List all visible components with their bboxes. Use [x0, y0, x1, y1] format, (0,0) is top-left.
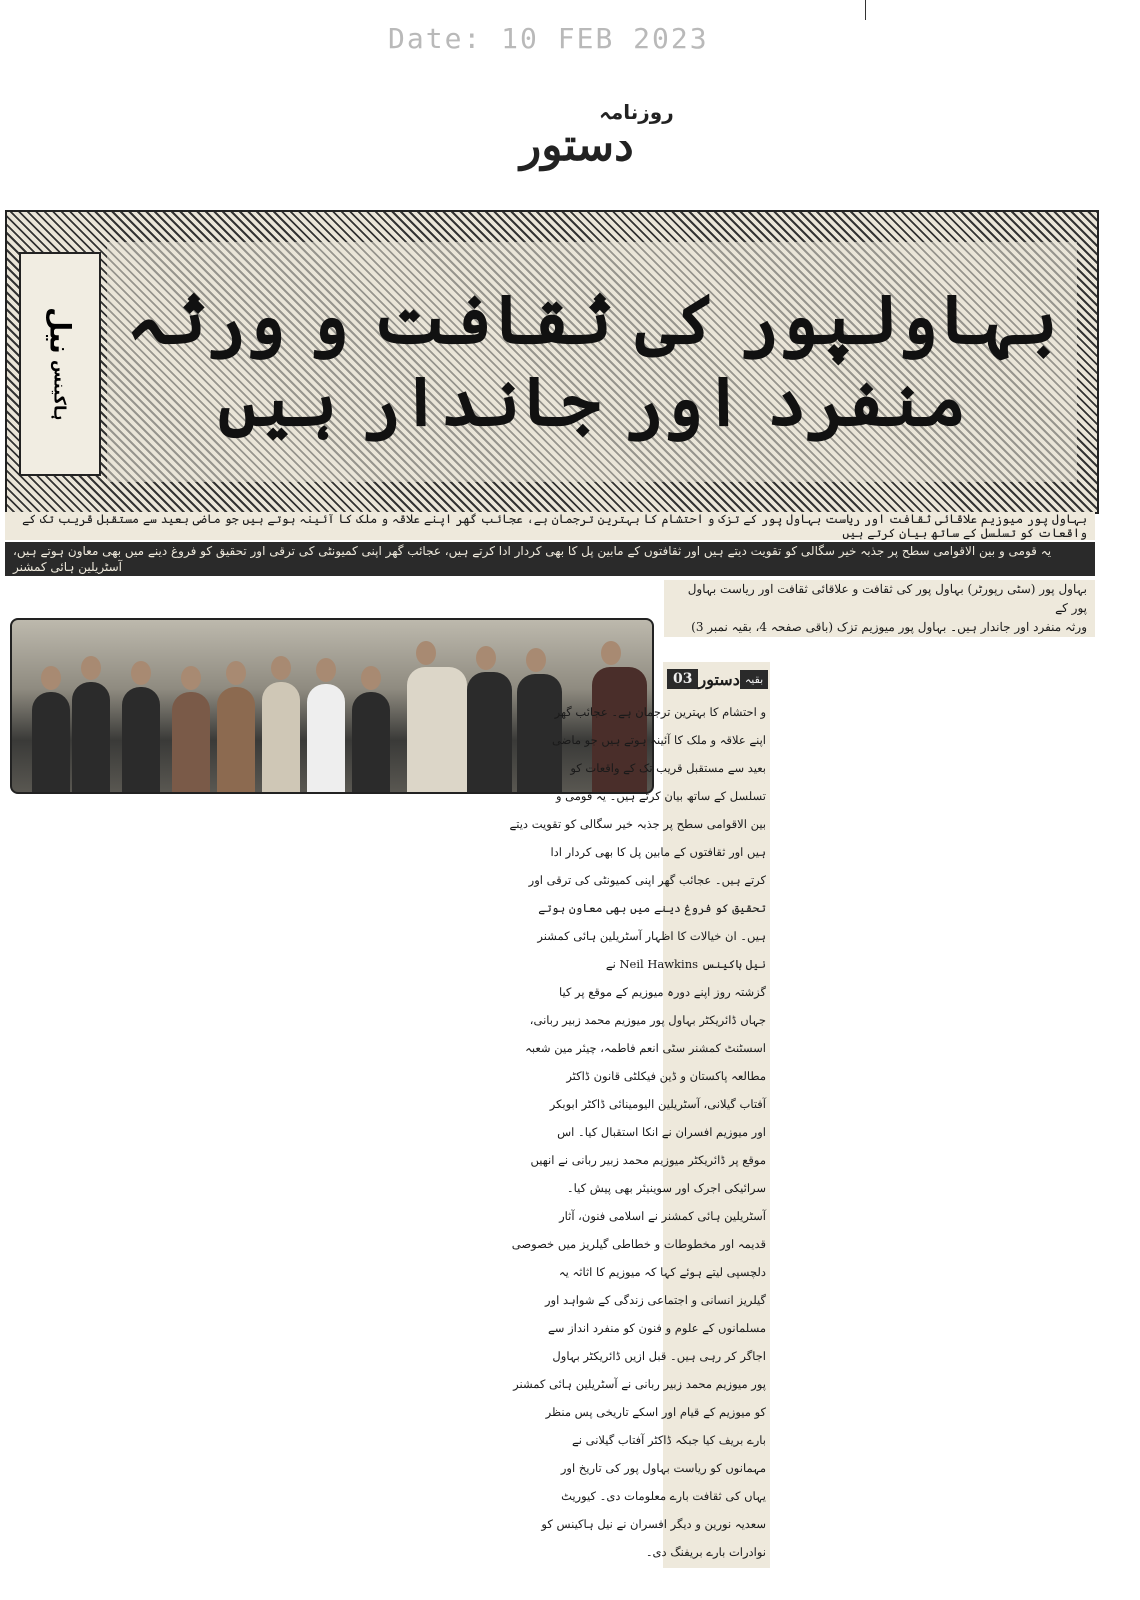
- masthead-prefix: روزنامہ: [599, 100, 674, 124]
- summary-line-2: یہ قومی و بین الاقوامی سطح پر جذبہ خیر سگالی کو تقویت دیتے ہیں اور ثقافتوں کے مابین پل کا بھی کردار ادا کرتے ہیں، عجائب گھر اپنی کمیونٹی کی ترقی اور تحقیق کو فروغ دینے میں بھی معاون ہوتے ہیں، آسٹریلین ہائی کمشنر: [5, 542, 1095, 576]
- continuation-body: [509, 696, 770, 1568]
- article-line: موقع پر ڈائریکٹر میوزیم محمد زبیر ربانی نے انھیں: [530, 1153, 766, 1167]
- article-line: اپنے علاقہ و ملک کا آئینہ ہوتے ہیں جو ماضی: [552, 733, 766, 747]
- article-line: اور میوزیم افسران نے انکا استقبال کیا۔ اس: [557, 1125, 766, 1139]
- headline: بہاولپور کی ثقافت و ورثہ منفرد اور جاندار ہیں: [107, 242, 1077, 482]
- article-line: سرائیکی اجرک اور سوینیئر بھی پیش کیا۔: [566, 1181, 766, 1195]
- article-line: اجاگر کر رہی ہیں۔ قبل ازیں ڈائریکٹر بہاول: [552, 1349, 766, 1363]
- article-line: ہیں۔ ان خیالات کا اظہار آسٹریلین ہائی کمشنر: [537, 929, 766, 943]
- article-line: بارے بریف کیا جبکہ ڈاکٹر آفتاب گیلانی نے: [572, 1433, 766, 1447]
- continuation-tag: بقیہ: [740, 670, 768, 689]
- summary-line-1: بہاول پور میوزیم علاقائی ثقافت اور ریاست بہاول پور کے تزک و احتشام کا بہترین ترجمان ہے، عجائب گھر اپنے علاقہ و ملک کا آئینہ ہوتے ہیں جو ماضی بعید سے مستقبل قریب تک کے واقعات کو تسلسل کے ساتھ بیان کرتے ہیں: [5, 512, 1095, 540]
- article-line: آسٹریلین ہائی کمشنر نے اسلامی فنون، آثار: [559, 1209, 766, 1223]
- article-line: کرتے ہیں۔ عجائب گھر اپنی کمیونٹی کی ترقی اور: [528, 873, 766, 887]
- article-line: مطالعہ پاکستان و ڈین فیکلٹی قانون ڈاکٹر: [566, 1069, 766, 1083]
- article-line: نیل ہاکینس Neil Hawkins نے: [605, 957, 766, 971]
- article-line: دلچسپی لیتے ہوئے کہا کہ میوزیم کا اثاثہ یہ: [558, 1265, 766, 1279]
- masthead-name: دستور: [520, 120, 634, 171]
- date-stamp-value: 10 FEB 2023: [501, 22, 709, 55]
- article-intro: [664, 580, 1095, 637]
- article-line: مہمانوں کو ریاست بہاول پور کی تاریخ اور: [560, 1461, 766, 1475]
- attribution-box: [19, 252, 101, 476]
- article-line: یہاں کی ثقافت بارے معلومات دی۔ کیوریٹ: [561, 1489, 766, 1503]
- article-line: سعدیہ نورین و دیگر افسران نے نیل ہاکینس کو: [541, 1517, 766, 1531]
- article-line: مسلمانوں کے علوم و فنون کو منفرد انداز سے: [548, 1321, 766, 1335]
- continuation-column: [509, 662, 770, 1568]
- intro-line-2: ورثہ منفرد اور جاندار ہیں۔ بہاول پور میوزیم تزک (باقی صفحہ 4، بقیہ نمبر 3): [691, 620, 1087, 634]
- attribution-name: نیل: [43, 307, 77, 355]
- article-line: گزشتہ روز اپنے دورہ میوزیم کے موقع پر کیا: [558, 985, 766, 999]
- article-line: تسلسل کے ساتھ بیان کرتے ہیں۔ یہ قومی و: [555, 789, 766, 803]
- article-line: ہیں اور ثقافتوں کے مابین پل کا بھی کردار ادا: [550, 845, 766, 859]
- scan-edge-mark: [865, 0, 866, 20]
- article-line: تحقیق کو فروغ دینے میں بھی معاون ہوتے: [538, 901, 766, 915]
- article-line: اسسٹنٹ کمشنر سٹی انعم فاطمہ، چیئر مین شعبہ: [525, 1041, 766, 1055]
- attribution-surname: ہاکینس: [50, 360, 70, 421]
- article-line: جہاں ڈائریکٹر بہاول پور میوزیم محمد زبیر ربانی،: [529, 1013, 766, 1027]
- intro-line-1: بہاول پور (سٹی رپورٹر) بہاول پور کی ثقافت و علاقائی ثقافت اور ریاست بہاول پور کے: [687, 582, 1087, 615]
- continuation-title: دستور: [698, 669, 740, 689]
- page-number: 03: [667, 669, 698, 689]
- article-line: آفتاب گیلانی، آسٹریلین الیومینائی ڈاکٹر ابوبکر: [549, 1097, 766, 1111]
- article-line: کو میوزیم کے قیام اور اسکے تاریخی پس منظر: [545, 1405, 766, 1419]
- continuation-header: [663, 662, 770, 696]
- article-line: پور میوزیم محمد زبیر ربانی نے آسٹریلین ہائی کمشنر: [513, 1377, 766, 1391]
- article-line: و احتشام کا بہترین ترجمان ہے۔ عجائب گھر: [554, 705, 766, 719]
- article-line: بعید سے مستقبل قریب تک کے واقعات کو: [570, 761, 766, 775]
- article-line: گیلریز انسانی و اجتماعی زندگی کے شواہد اور: [544, 1293, 766, 1307]
- article-line: نوادرات بارے بریفنگ دی۔: [645, 1545, 766, 1559]
- headline-banner: [5, 210, 1099, 514]
- date-stamp-label: Date:: [388, 22, 483, 55]
- article-line: بین الاقوامی سطح پر جذبہ خیر سگالی کو تقویت دیتے: [509, 817, 766, 831]
- newspaper-masthead: [520, 100, 674, 171]
- date-stamp: [388, 22, 709, 55]
- article-line: قدیمہ اور مخطوطات و خطاطی گیلریز میں خصوصی: [511, 1237, 766, 1251]
